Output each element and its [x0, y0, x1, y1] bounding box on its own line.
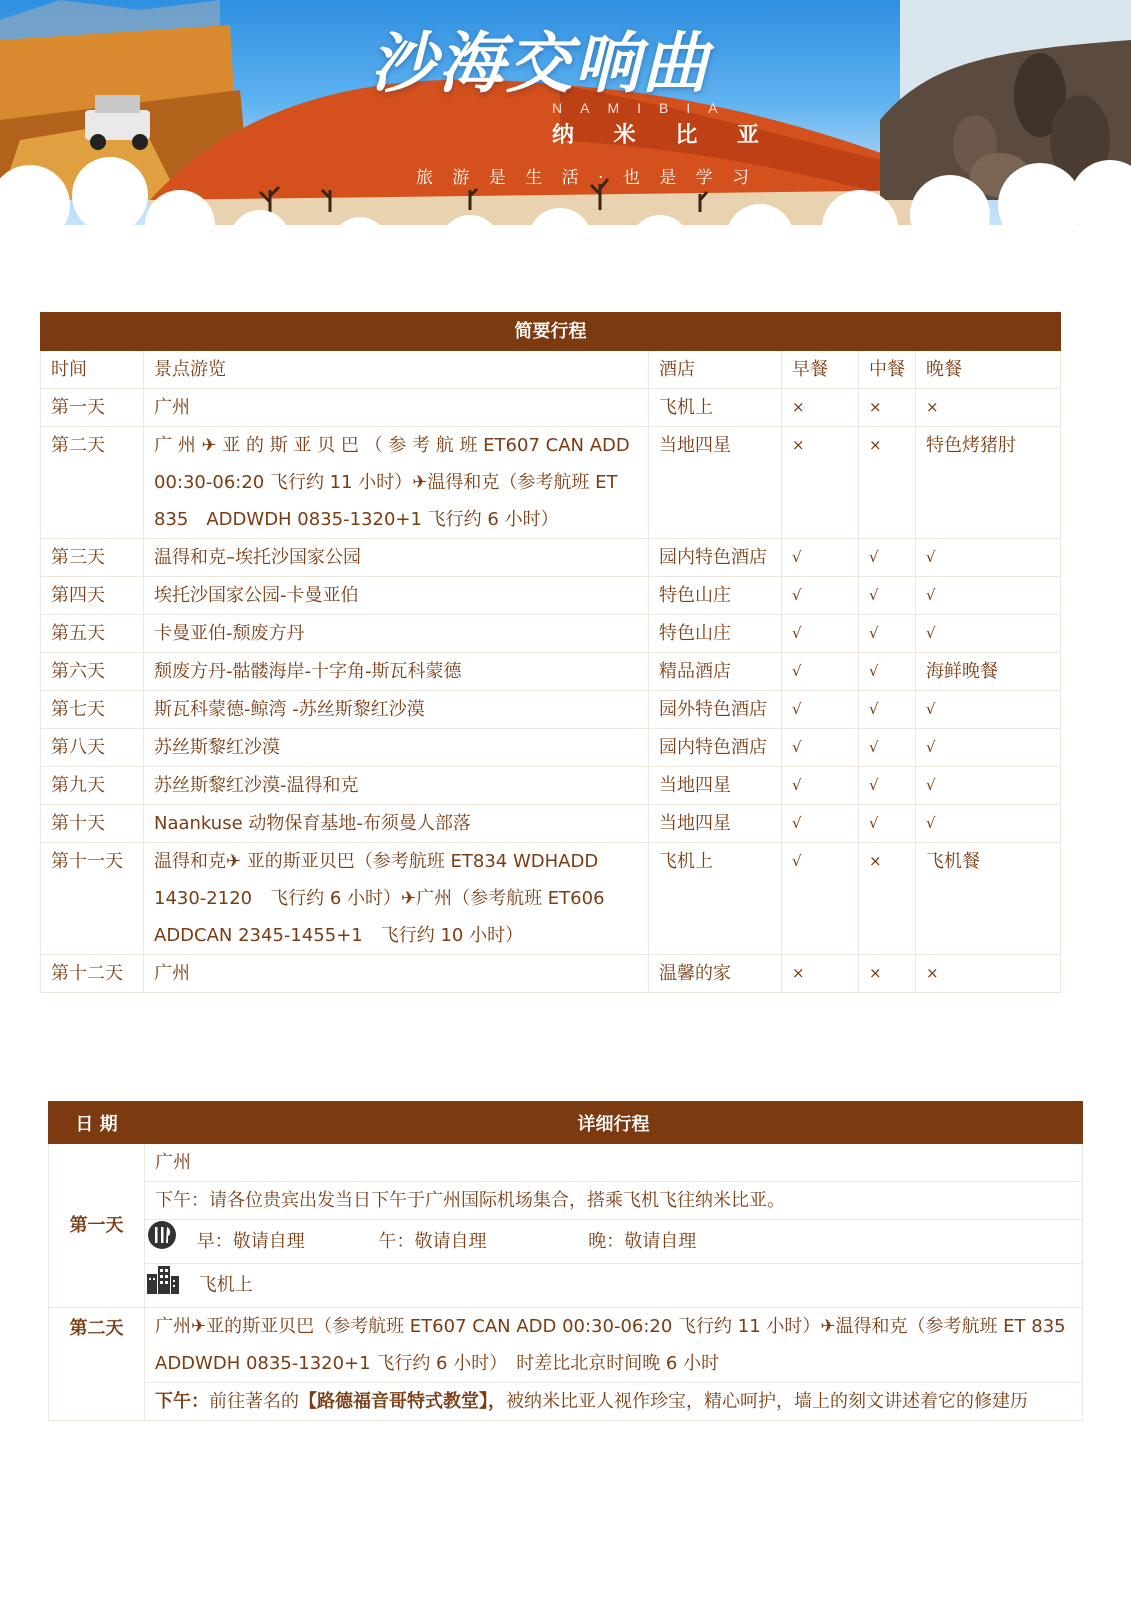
summary-spot: 卡曼亚伯-颓废方丹: [144, 615, 649, 653]
summary-row: [41, 805, 1061, 843]
summary-lunch: √: [859, 653, 916, 691]
summary-spot: 温得和克–埃托沙国家公园: [144, 539, 649, 577]
banner-country-cn: 纳 米 比 亚: [552, 123, 775, 148]
col-header-dinner: 晚餐: [916, 351, 1061, 389]
summary-day: 第八天: [41, 729, 144, 767]
summary-lunch: √: [859, 729, 916, 767]
summary-breakfast: √: [782, 653, 859, 691]
day1-hotel-row: [49, 1264, 1083, 1308]
summary-hotel: 飞机上: [649, 389, 782, 427]
summary-hotel: 当地四星: [649, 767, 782, 805]
building-icon: [145, 1264, 181, 1307]
summary-breakfast: ×: [782, 955, 859, 993]
summary-itinerary-table: [40, 312, 1061, 993]
col-header-lunch: 中餐: [859, 351, 916, 389]
summary-breakfast: √: [782, 843, 859, 955]
summary-day: 第三天: [41, 539, 144, 577]
summary-title: 简要行程: [41, 313, 1061, 351]
summary-row: [41, 767, 1061, 805]
summary-spot: 广州: [144, 955, 649, 993]
summary-hotel: 温馨的家: [649, 955, 782, 993]
day1-afternoon-row: [49, 1182, 1083, 1220]
detail-header-itinerary: 详细行程: [145, 1102, 1083, 1144]
summary-spot: 斯瓦科蒙德-鲸湾 -苏丝斯黎红沙漠: [144, 691, 649, 729]
day2-label: 第二天: [49, 1308, 145, 1421]
summary-lunch: ×: [859, 843, 916, 955]
summary-day: 第一天: [41, 389, 144, 427]
summary-lunch: ×: [859, 427, 916, 539]
header-banner: [0, 0, 1131, 265]
summary-dinner: √: [916, 577, 1061, 615]
col-header-spot: 景点游览: [144, 351, 649, 389]
summary-breakfast: √: [782, 805, 859, 843]
summary-row: [41, 615, 1061, 653]
summary-dinner: 海鲜晚餐: [916, 653, 1061, 691]
day2-route-row: [49, 1308, 1083, 1383]
summary-hotel: 园内特色酒店: [649, 539, 782, 577]
day2-afternoon-place: 【路德福音哥特式教堂】，: [299, 1391, 506, 1412]
day1-dinner: 晚：敬请自理: [588, 1230, 697, 1252]
summary-lunch: √: [859, 691, 916, 729]
summary-lunch: √: [859, 615, 916, 653]
detail-header-date: 日 期: [49, 1102, 145, 1144]
day1-breakfast: 早：敬请自理: [196, 1230, 305, 1252]
summary-breakfast: √: [782, 615, 859, 653]
summary-spot: 温得和克✈ 亚的斯亚贝巴（参考航班 ET834 WDHADD 1430-2120 飞行约 6 小时）✈广州（参考航班 ET606 ADDCAN 2345-1455+1 飞行约 10 小时）: [144, 843, 649, 955]
col-header-time: 时间: [41, 351, 144, 389]
day1-meals-row: [49, 1220, 1083, 1264]
summary-dinner: √: [916, 691, 1061, 729]
summary-header-row: [41, 351, 1061, 389]
summary-row: [41, 539, 1061, 577]
summary-row: [41, 389, 1061, 427]
summary-hotel: 当地四星: [649, 427, 782, 539]
day1-lunch: 午：敬请自理: [378, 1230, 487, 1252]
col-header-breakfast: 早餐: [782, 351, 859, 389]
summary-hotel: 园内特色酒店: [649, 729, 782, 767]
summary-breakfast: ×: [782, 427, 859, 539]
day2-afternoon-prefix: 前往著名的: [209, 1391, 299, 1412]
summary-breakfast: √: [782, 691, 859, 729]
summary-dinner: √: [916, 539, 1061, 577]
summary-dinner: √: [916, 767, 1061, 805]
day1-city-row: [49, 1144, 1083, 1182]
summary-dinner: ×: [916, 389, 1061, 427]
summary-row: [41, 955, 1061, 993]
summary-day: 第十天: [41, 805, 144, 843]
summary-spot: 颓废方丹-骷髅海岸-十字角-斯瓦科蒙德: [144, 653, 649, 691]
day2-afternoon-row: [49, 1383, 1083, 1421]
summary-dinner: 飞机餐: [916, 843, 1061, 955]
summary-lunch: √: [859, 767, 916, 805]
summary-dinner: √: [916, 805, 1061, 843]
summary-day: 第四天: [41, 577, 144, 615]
summary-day: 第六天: [41, 653, 144, 691]
summary-hotel: 特色山庄: [649, 577, 782, 615]
summary-day: 第九天: [41, 767, 144, 805]
summary-spot: 苏丝斯黎红沙漠: [144, 729, 649, 767]
utensils-icon: [145, 1220, 179, 1263]
day1-label: 第一天: [49, 1144, 145, 1308]
summary-breakfast: √: [782, 729, 859, 767]
summary-spot: Naankuse 动物保育基地-布须曼人部落: [144, 805, 649, 843]
summary-hotel: 园外特色酒店: [649, 691, 782, 729]
summary-lunch: √: [859, 539, 916, 577]
day1-afternoon: 下午：请各位贵宾出发当日下午于广州国际机场集合，搭乘飞机飞往纳米比亚。: [145, 1182, 1083, 1220]
summary-lunch: √: [859, 577, 916, 615]
summary-lunch: ×: [859, 389, 916, 427]
summary-hotel: 飞机上: [649, 843, 782, 955]
summary-day: 第十一天: [41, 843, 144, 955]
summary-spot: 广 州 ✈ 亚 的 斯 亚 贝 巴 （ 参 考 航 班 ET607 CAN ADD 00:30-06:20 飞行约 11 小时）✈温得和克（参考航班 ET 835 ADDWDH 0835-1320+1 飞行约 6 小时）: [144, 427, 649, 539]
col-header-hotel: 酒店: [649, 351, 782, 389]
day1-city: 广州: [145, 1144, 1083, 1182]
summary-hotel: 特色山庄: [649, 615, 782, 653]
summary-breakfast: √: [782, 539, 859, 577]
banner-slogan: 旅 游 是 生 活 · 也 是 学 习: [416, 168, 757, 188]
day2-afternoon-label: 下午：: [155, 1391, 209, 1412]
summary-hotel: 当地四星: [649, 805, 782, 843]
summary-day: 第二天: [41, 427, 144, 539]
summary-breakfast: √: [782, 577, 859, 615]
day1-hotel: 飞机上: [198, 1274, 253, 1296]
summary-hotel: 精品酒店: [649, 653, 782, 691]
summary-row: [41, 427, 1061, 539]
summary-day: 第五天: [41, 615, 144, 653]
summary-dinner: √: [916, 615, 1061, 653]
summary-dinner: ×: [916, 955, 1061, 993]
summary-dinner: √: [916, 729, 1061, 767]
summary-breakfast: ×: [782, 389, 859, 427]
summary-breakfast: √: [782, 767, 859, 805]
summary-lunch: ×: [859, 955, 916, 993]
summary-lunch: √: [859, 805, 916, 843]
summary-spot: 苏丝斯黎红沙漠-温得和克: [144, 767, 649, 805]
banner-country-en: NAMIBIA: [552, 100, 736, 116]
banner-title: 沙海交响曲: [370, 24, 710, 102]
summary-row: [41, 729, 1061, 767]
summary-spot: 埃托沙国家公园-卡曼亚伯: [144, 577, 649, 615]
summary-day: 第十二天: [41, 955, 144, 993]
detail-itinerary-table: [48, 1101, 1083, 1421]
summary-row: [41, 691, 1061, 729]
summary-day: 第七天: [41, 691, 144, 729]
summary-dinner: 特色烤猪肘: [916, 427, 1061, 539]
day2-route: 广州✈亚的斯亚贝巴（参考航班 ET607 CAN ADD 00:30-06:20 飞行约 11 小时）✈温得和克（参考航班 ET 835 ADDWDH 0835-1320+1 飞行约 6 小时） 时差比北京时间晚 6 小时: [145, 1308, 1083, 1383]
summary-row: [41, 653, 1061, 691]
summary-row: [41, 577, 1061, 615]
day2-afternoon-rest: 被纳米比亚人视作珍宝，精心呵护，墙上的刻文讲述着它的修建历: [506, 1391, 1028, 1412]
summary-row: [41, 843, 1061, 955]
summary-spot: 广州: [144, 389, 649, 427]
